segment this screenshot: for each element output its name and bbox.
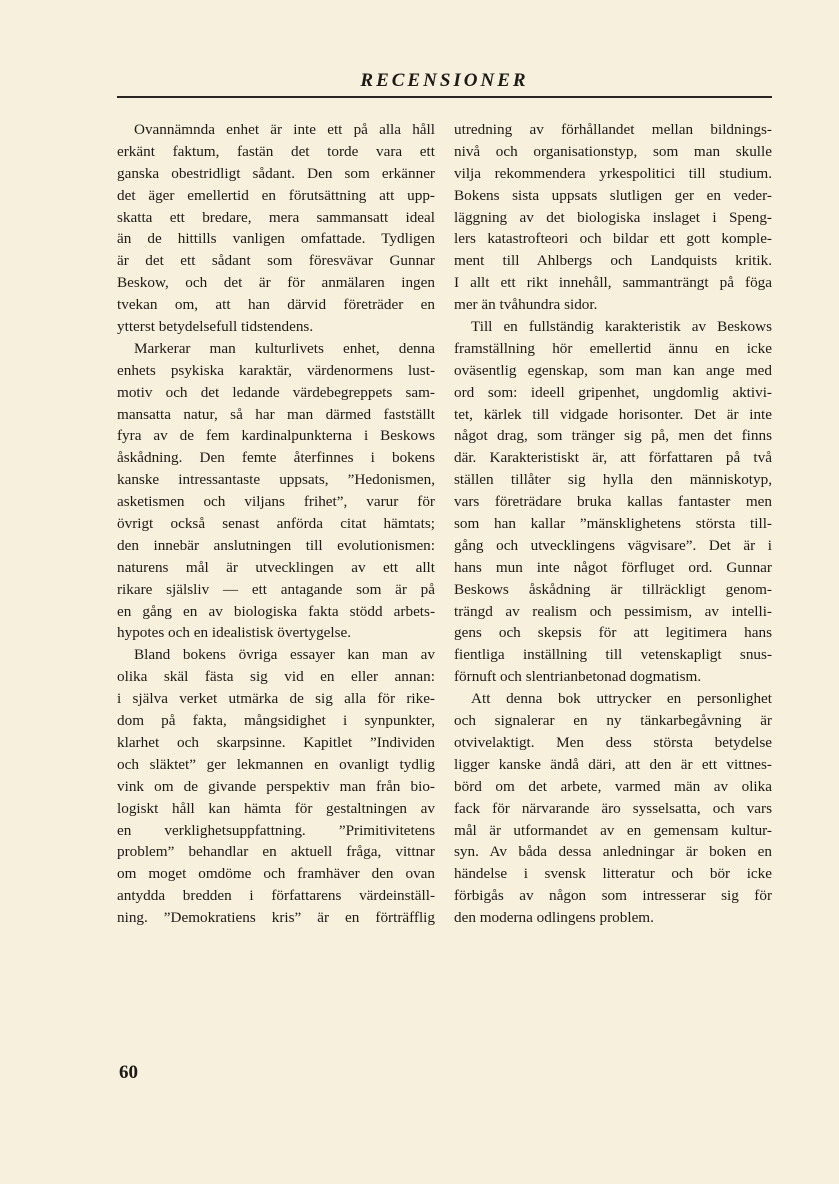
paragraph (454, 688, 772, 929)
text-line: fyra av de fem kardinalpunkterna i Beskows (117, 427, 435, 445)
text-line: Markerar man kulturlivets enhet, denna (134, 339, 435, 357)
text-line: trängd av realism och pessimism, av intelli- (454, 602, 772, 620)
text-line: oväsentlig egenskap, som man kan ange med (454, 361, 772, 379)
text-line: ment till Ahlbergs och Landquists kritik. (454, 252, 772, 270)
text-line: ganska obestridligt sådant. Den som erkänner (117, 164, 435, 182)
text-line: hypotes och en idealistisk övertygelse. (117, 624, 352, 642)
text-line: I allt ett rikt innehåll, sammanträngt på föga (454, 274, 772, 292)
text-line: logiskt håll kan hämta för gestaltningen av (117, 799, 435, 817)
text-line: något drag, som tränger sig på, men det finns (454, 427, 772, 445)
paragraph (454, 119, 772, 316)
paragraph (117, 644, 435, 929)
text-line: ord som: ideell gripenhet, ungdomlig aktivi- (454, 383, 772, 401)
text-line: fientliga inställning till vetenskapligt snus- (454, 646, 772, 664)
text-line: naturens mål är utvecklingen av ett allt (117, 558, 435, 576)
text-line: hans mun inte något förfluget ord. Gunnar (454, 558, 772, 576)
text-line: där. Karakteristiskt är, att författaren på två (454, 449, 772, 467)
text-line: vilja rekommendera yrkespolitici till studium. (454, 164, 772, 182)
text-line: ligger kanske ändå däri, att den är ett vittnes- (454, 755, 772, 773)
text-line: motiv och det ledande värdebegreppets sam- (117, 383, 435, 401)
text-line: och släktet” ger lekmannen en ovanligt tydlig (117, 755, 435, 773)
text-line: otvivelaktigt. Men dess största betydelse (454, 733, 772, 751)
text-line: skatta ett bredare, mera sammansatt ideal (117, 208, 435, 226)
paragraph (117, 119, 435, 338)
text-line: mål är utformandet av en gemensam kultur- (454, 821, 772, 839)
text-line: åskådning. Den femte återfinnes i bokens (117, 449, 435, 467)
text-line: och signalerar en ny tänkarbegåvning är (454, 712, 772, 730)
column-right (454, 119, 772, 929)
text-line: är det ett sådant som föresvävar Gunnar (117, 252, 435, 270)
text-line: mansatta natur, så har man därmed fastställt (117, 405, 435, 423)
text-line: problem” behandlar en aktuell fråga, vittnar (117, 843, 435, 861)
text-line: än de hittills vanligen omfattade. Tydligen (117, 230, 435, 248)
text-line: ning. ”Demokratiens kris” är en förträfflig (117, 909, 435, 927)
text-line: Att denna bok uttrycker en personlighet (471, 690, 772, 708)
text-line: tet, kärlek till vidgade horisonter. Det är inte (454, 405, 772, 423)
text-line: som han kallar ”mänsklighetens största till- (454, 515, 772, 533)
text-line: asketismen och viljans frihet”, varur för (117, 493, 435, 511)
text-line: en verklighetsuppfattning. ”Primitivitetens (117, 821, 435, 839)
text-line: erkänt faktum, fastän det torde vara ett (117, 142, 435, 160)
text-line: enhets psykiska karaktär, värdenormens lust- (117, 361, 435, 379)
text-line: utredning av förhållandet mellan bildnings- (454, 121, 772, 138)
text-line: lers katastrofteori och bildar ett gott komple- (454, 230, 772, 248)
text-line: börd om det arbete, varmed män av olika (454, 777, 772, 795)
text-line: ytterst betydelsefull tidstendens. (117, 318, 314, 336)
paragraph (454, 316, 772, 688)
text-line: det äger emellertid en förutsättning att upp- (117, 186, 435, 204)
text-line: gens och skepsis för att legitimera hans (454, 624, 772, 642)
text-line: den moderna odlingens problem. (454, 909, 654, 927)
text-line: den innebär anslutningen till evolutionismen: (117, 536, 435, 554)
text-line: antydda bredden i författarens värdeinställ- (117, 887, 435, 905)
text-line: en gång en av biologiska fakta stödd arbets- (117, 602, 435, 620)
text-line: vink om de givande perspektiv man från bio- (117, 777, 435, 795)
text-line: i själva verket utmärka de sig alla för rike- (117, 690, 435, 708)
text-line: gång och utvecklingens vägvisare”. Det är i (454, 536, 772, 554)
text-line: nivå och organisationstyp, som man skulle (454, 142, 772, 160)
text-line: tvekan om, att han därvid företräder en (117, 296, 435, 314)
text-line: syn. Av båda dessa anledningar är boken en (454, 843, 772, 861)
paragraph (117, 338, 435, 644)
text-line: vars företrädare bruka kallas fantaster men (454, 493, 772, 511)
text-line: mer än tvåhundra sidor. (454, 296, 598, 314)
text-line: kanske intressantaste uppsats, ”Hedonismen, (117, 471, 435, 489)
text-line: ställen tillåter sig hylla den människotyp, (454, 471, 772, 489)
text-line: rikare själsliv — ett antagande som är på (117, 580, 435, 598)
header-rule (117, 96, 772, 98)
text-line: händelse i svensk litteratur och bör icke (454, 865, 772, 883)
page-number: 60 (119, 1062, 138, 1083)
text-line: om moget omdöme och framhäver den ovan (117, 865, 435, 883)
text-line: övrigt också senast anförda citat hämtats; (117, 515, 435, 533)
text-line: Bokens sista uppsats slutligen ger en veder- (454, 186, 772, 204)
text-line: förbigås av någon som intresserar sig för (454, 887, 772, 905)
text-line: fack för närvarande äro sysselsatta, och vars (454, 799, 772, 817)
text-line: klarhet och skarpsinne. Kapitlet ”Individen (117, 733, 435, 751)
column-left (117, 119, 435, 929)
text-line: Till en fullständig karakteristik av Beskows (471, 318, 772, 336)
text-line: framställning hör emellertid ännu en icke (454, 339, 772, 357)
text-line: förnuft och slentrianbetonad dogmatism. (454, 668, 702, 686)
text-line: Beskow, och det är för anmälaren ingen (117, 274, 435, 292)
text-line: Beskows åskådning är tillräckligt genom- (454, 580, 772, 598)
text-line: Ovannämnda enhet är inte ett på alla håll (134, 121, 435, 138)
text-line: läggning av det biologiska inslaget i Speng- (454, 208, 772, 226)
text-line: dom på fakta, mångsidighet i synpunkter, (117, 712, 435, 730)
running-header: RECENSIONER (360, 70, 529, 91)
text-line: Bland bokens övriga essayer kan man av (134, 646, 435, 664)
text-line: olika skäl fästa sig vid en eller annan: (117, 668, 435, 686)
